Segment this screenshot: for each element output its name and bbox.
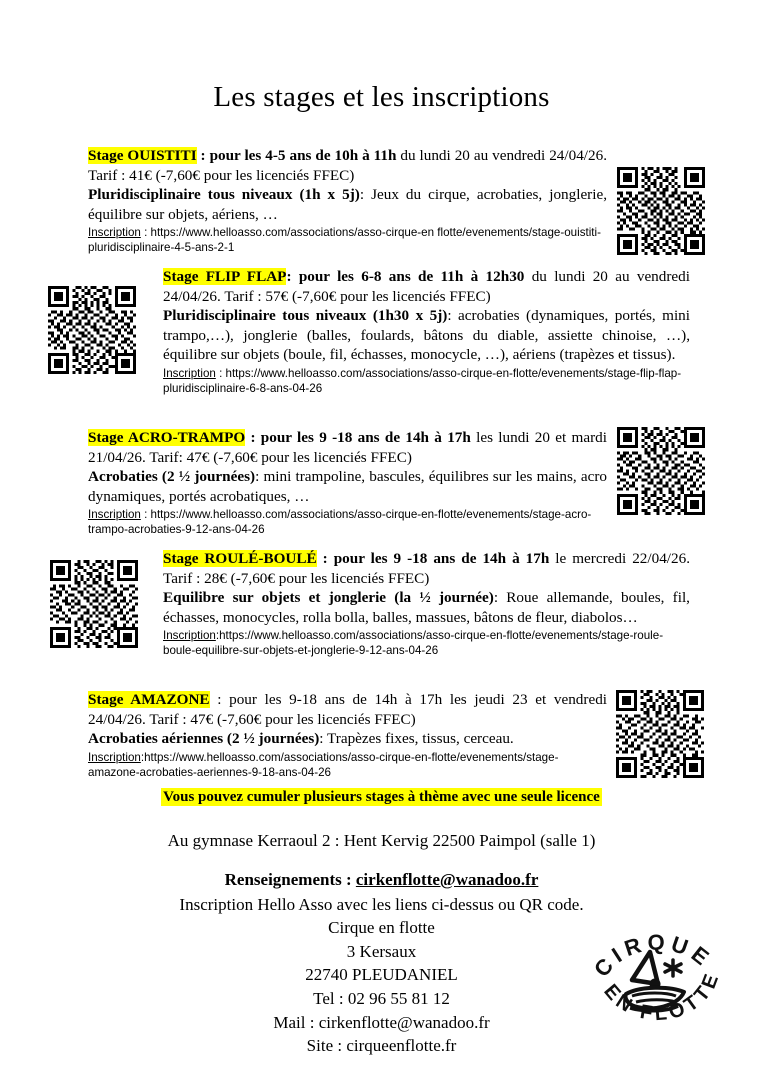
- qr-code-roule-boule[interactable]: [50, 560, 138, 648]
- logo-top-text: CIRQUE: [588, 929, 718, 982]
- qr-code-flip-flap[interactable]: [48, 286, 136, 374]
- inscription-url[interactable]: https://www.helloasso.com/associations/asso-cirque-en-flotte/evenements/stage-roule-boule-equilibre-sur-objets-et-jonglerie-9-12-ans-04-26: [163, 629, 664, 658]
- stage-desc-rest: : Roue allemande, boules, fil, échasses, monocycles, rolla bolla, balles, massues, bâtons de fleur, diabolos…: [163, 589, 690, 626]
- inscription-url[interactable]: https://www.helloasso.com/associations/asso-cirque-en flotte/evenements/stage-ouistiti-pluridisciplinaire-4-5-ans-2-1: [88, 226, 601, 255]
- stage-head-rest: : pour les 9-18 ans de 14h à 17h les jeudi 23 et vendredi 24/04/26. Tarif : 47€ (-7,60€ pour les licenciés FFEC): [88, 691, 608, 728]
- qr-code-acro-trampo[interactable]: [617, 427, 705, 515]
- stage-desc-bold: Acrobaties (2 ½ journées): [88, 468, 256, 486]
- page-title: Les stages et les inscriptions: [213, 81, 550, 113]
- stage-head-rest: du lundi 20 au vendredi 24/04/26. Tarif : 41€ (-7,60€ pour les licenciés FFEC): [88, 147, 607, 184]
- inscription-line: [88, 507, 607, 538]
- stage-name-ouistiti: Stage OUISTITI: [88, 147, 197, 164]
- inscription-separator: :: [140, 508, 151, 522]
- stage-head-bold: : pour les 6-8 ans de 11h à 12h30: [286, 268, 525, 285]
- qr-code-amazone[interactable]: [616, 690, 704, 778]
- svg-text:EN FLOTTE: [599, 968, 724, 1026]
- stage-head-bold: : pour les 9 -18 ans de 14h à 17h: [245, 429, 471, 446]
- stage-desc-rest: : mini trampoline, bascules, équilibres sur les mains, acro dynamiques, portés acrobatiques, …: [88, 468, 608, 505]
- inscription-separator: :: [140, 226, 151, 240]
- stage-head-bold: : pour les 4-5 ans de 10h à 11h: [196, 147, 397, 164]
- inscription-separator: :: [215, 629, 220, 643]
- inscription-url[interactable]: https://www.helloasso.com/associations/asso-cirque-en-flotte/evenements/stage-amazone-acrobaties-aeriennes-9-18-ans-04-26: [88, 750, 559, 779]
- inscription-separator: :: [215, 366, 226, 380]
- qr-code-ouistiti[interactable]: [617, 167, 705, 255]
- stage-name-amazone: Stage AMAZONE: [88, 691, 210, 708]
- inscription-url[interactable]: https://www.helloasso.com/associations/asso-cirque-en-flotte/evenements/stage-acro-trampo-acrobaties-9-12-ans-04-26: [88, 508, 592, 537]
- stage-name-flip-flap: Stage FLIP FLAP: [163, 268, 287, 285]
- venue-line: Au gymnase Kerraoul 2 : Hent Kervig 22500 Paimpol (salle 1): [167, 831, 596, 850]
- stage-description: [88, 690, 607, 749]
- address-line-site: Site : cirqueenflotte.fr: [306, 1036, 457, 1056]
- renseignements-label: Renseignements :: [224, 870, 356, 889]
- cumul-banner-text: Vous pouvez cumuler plusieurs stages à thème avec une seule licence: [163, 789, 600, 805]
- inscription-line: [88, 750, 607, 781]
- stage-block-ouistiti: [88, 146, 607, 256]
- stage-name-acro-trampo: Stage ACRO-TRAMPO: [88, 429, 246, 446]
- address-line-mail: Mail : cirkenflotte@wanadoo.fr: [273, 1012, 490, 1032]
- stage-description: [88, 428, 607, 506]
- stage-name-roule-boule: Stage ROULÉ-BOULÉ: [163, 550, 317, 567]
- stage-head-rest: du lundi 20 au vendredi 24/04/26. Tarif : 57€ (-7,60€ pour les licenciés FFEC): [163, 268, 690, 305]
- stage-desc-bold: Pluridisciplinaire tous niveaux (1h30 x 5j): [163, 307, 448, 325]
- stage-description: [163, 549, 690, 627]
- renseignements-line: [0, 870, 763, 890]
- stage-desc-bold: Acrobaties aériennes (2 ½ journées): [88, 730, 320, 748]
- renseignements-email[interactable]: cirkenflotte@wanadoo.fr: [355, 870, 539, 889]
- inscription-separator: :: [140, 750, 145, 764]
- cirque-en-flotte-logo: [578, 916, 738, 1034]
- stage-desc-bold: Equilibre sur objets et jonglerie (la ½ journée): [163, 589, 494, 607]
- inscription-label: Inscription: [163, 629, 216, 643]
- address-line-org: Cirque en flotte: [328, 918, 435, 937]
- cumul-banner: [0, 789, 763, 806]
- inscription-line: [163, 628, 690, 659]
- stage-description: [163, 267, 690, 365]
- stage-block-roule-boule: [163, 549, 690, 659]
- inscription-label: Inscription: [163, 366, 216, 380]
- stage-desc-rest: : acrobaties (dynamiques, portés, mini trampo,…), jonglerie (balles, foulards, bâtons du diable, assiette chinoise, …), équilibre sur objets (boule, fil, échasses, monocycle, …), aériens (trapèzes et tissus).: [163, 307, 690, 364]
- stage-block-flip-flap: [163, 267, 690, 396]
- inscription-line: [88, 225, 607, 256]
- inscription-label: Inscription: [88, 750, 141, 764]
- stage-description: [88, 146, 607, 224]
- inscription-line: [163, 366, 690, 397]
- stage-head-bold: : pour les 9 -18 ans de 14h à 17h: [316, 550, 550, 567]
- stage-block-amazone: [88, 690, 607, 780]
- inscription-url[interactable]: https://www.helloasso.com/associations/asso-cirque-en-flotte/evenements/stage-flip-flap-pluridisciplinaire-6-8-ans-04-26: [163, 366, 682, 395]
- stage-head-rest: le mercredi 22/04/26. Tarif : 28€ (-7,60€ pour les licenciés FFEC): [163, 550, 690, 587]
- stage-desc-rest: : Jeux du cirque, acrobaties, jonglerie, équilibre sur objets, aériens, …: [88, 186, 607, 223]
- inscription-label: Inscription: [88, 226, 141, 240]
- address-line-city: 22740 PLEUDANIEL: [305, 965, 458, 985]
- address-line-phone: Tel : 02 96 55 81 12: [313, 988, 450, 1008]
- inscription-label: Inscription: [88, 508, 141, 522]
- stage-desc-rest: : Trapèzes fixes, tissus, cerceau.: [319, 730, 514, 748]
- logo-bottom-text: EN FLOTTE: [599, 967, 725, 1026]
- inscription-note: Inscription Hello Asso avec les liens ci-dessus ou QR code.: [179, 895, 584, 914]
- stage-head-rest: les lundi 20 et mardi 21/04/26. Tarif: 47€ (-7,60€ pour les licenciés FFEC): [88, 429, 607, 466]
- stage-block-acro-trampo: [88, 428, 607, 538]
- stage-desc-bold: Pluridisciplinaire tous niveaux (1h x 5j): [88, 186, 360, 204]
- address-line-street: 3 Kersaux: [346, 941, 417, 961]
